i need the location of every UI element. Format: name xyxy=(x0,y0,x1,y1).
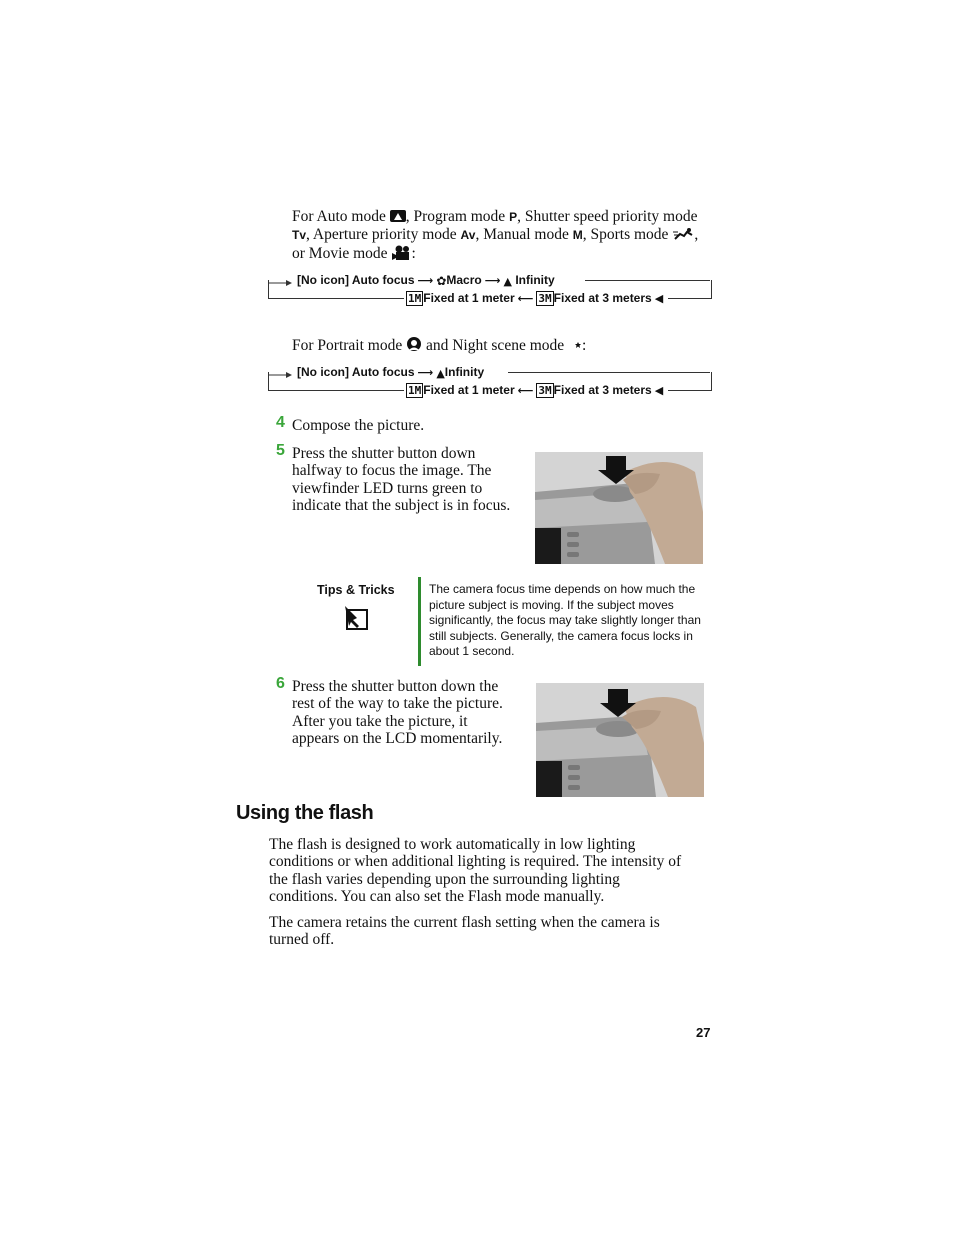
portrait-intro: For Portrait mode and Night scene mode : xyxy=(292,337,587,354)
cycle-start-arrow xyxy=(268,274,292,292)
infinity-icon: ▲ xyxy=(436,367,445,380)
section-title: Using the flash xyxy=(236,802,374,824)
manual-mode-icon: M xyxy=(572,228,583,243)
page-number: 27 xyxy=(696,1025,711,1040)
cycle2-row2: 1M Fixed at 1 meter ⟵ 3M Fixed at 3 meters ◀ xyxy=(404,383,668,397)
one-meter-icon: 1M xyxy=(408,384,422,397)
camera-half-press-photo xyxy=(535,452,703,564)
tips-divider-bar xyxy=(418,577,421,666)
left-arrow-icon: ◀ xyxy=(654,384,664,397)
cycle1-row2: 1M Fixed at 1 meter ⟵ 3M Fixed at 3 meters ◀ xyxy=(404,291,668,305)
camera-full-press-photo xyxy=(536,683,704,797)
portrait-mode-icon xyxy=(406,336,422,352)
right-arrow-icon: ⟶ xyxy=(484,274,501,287)
macro-icon: ✿ xyxy=(436,274,447,288)
cycle2-row1: [No icon] Auto focus ⟶ ▲Infinity xyxy=(297,365,485,380)
program-mode-icon: P xyxy=(509,210,518,224)
modes-intro: For Auto mode , Program mode P, Shutter speed priority mode Tv, Aperture priority mode Av, Manual mode M, Sports mode , or Movie mode : xyxy=(292,208,699,262)
step-number: 5 xyxy=(276,442,285,459)
cycle-start-arrow xyxy=(268,366,292,384)
left-arrow-icon: ⟵ xyxy=(517,384,534,397)
left-arrow-icon: ◀ xyxy=(654,292,664,305)
step-text: Compose the picture. xyxy=(292,417,425,434)
one-meter-icon: 1M xyxy=(408,292,422,305)
aperture-priority-icon: Av xyxy=(460,228,476,243)
flash-paragraph-1: The flash is designed to work automatically in low lighting conditions or when additional lighting is required. The intensity of the flash varies depending upon the surrounding lighting conditions. You can also set the Flash mode manually. xyxy=(269,836,682,905)
tips-tricks-icon xyxy=(343,604,369,630)
tips-body: The camera focus time depends on how much the picture subject is moving. If the subject moves significantly, the focus may take slightly longer than still subjects. Generally, the camera focus locks in about 1 second. xyxy=(429,582,701,659)
shutter-priority-icon: Tv xyxy=(292,228,307,243)
tips-title: Tips & Tricks xyxy=(317,583,395,597)
infinity-icon: ▲ xyxy=(503,275,512,288)
cycle1-row1: [No icon] Auto focus ⟶ ✿Macro ⟶ ▲ Infinity xyxy=(297,273,555,288)
right-arrow-icon: ⟶ xyxy=(417,366,434,379)
three-meter-icon: 3M xyxy=(538,292,552,305)
three-meter-icon: 3M xyxy=(538,384,552,397)
step-number: 4 xyxy=(276,414,285,431)
left-arrow-icon: ⟵ xyxy=(517,292,534,305)
right-arrow-icon: ⟶ xyxy=(417,274,434,287)
flash-paragraph-2: The camera retains the current flash setting when the camera is turned off. xyxy=(269,914,660,949)
sports-mode-icon xyxy=(672,227,694,241)
auto-mode-icon xyxy=(390,210,406,222)
night-scene-icon xyxy=(568,336,582,352)
step-text: Press the shutter button down the rest of the way to take the picture. After you take the picture, it appears on the LCD momentarily. xyxy=(292,678,503,747)
movie-mode-icon xyxy=(391,245,411,261)
step-text: Press the shutter button down halfway to focus the image. The viewfinder LED turns green to indicate that the subject is in focus. xyxy=(292,445,511,514)
step-number: 6 xyxy=(276,675,285,692)
